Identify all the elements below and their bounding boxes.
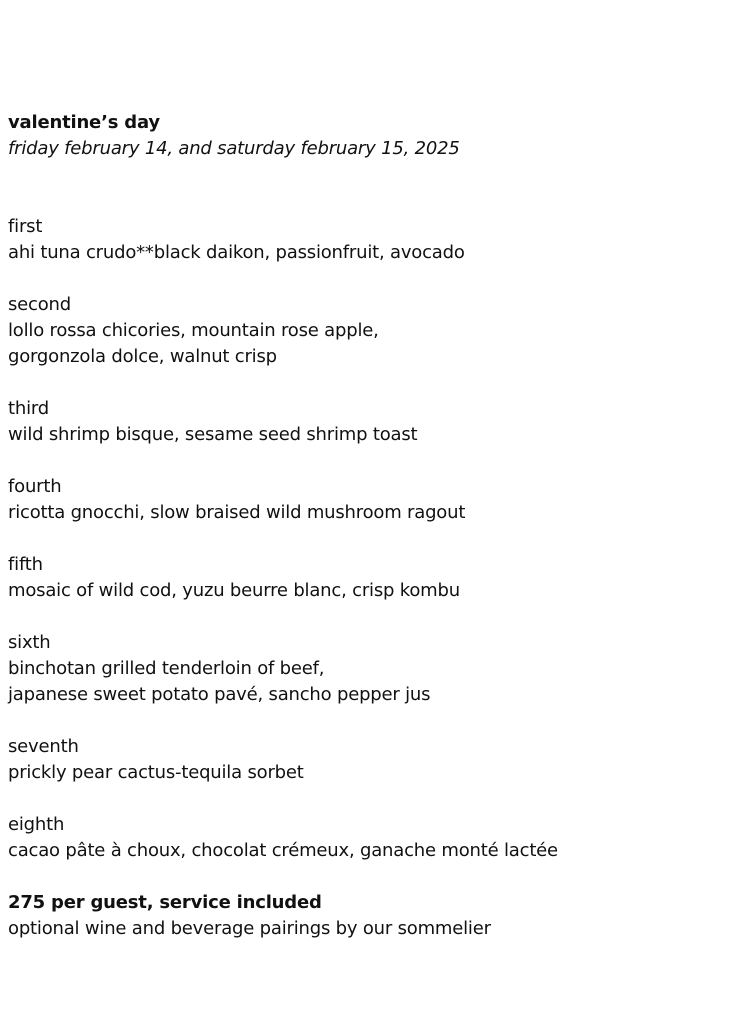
course-name: first (8, 216, 43, 237)
course-fourth (8, 474, 724, 526)
course-name: third (8, 398, 49, 419)
course-name: eighth (8, 814, 65, 835)
course-name: seventh (8, 736, 79, 757)
pairing-note: optional wine and beverage pairings by our sommelier (8, 918, 491, 939)
course-description: mosaic of wild cod, yuzu beurre blanc, crisp kombu (8, 580, 460, 601)
course-seventh (8, 734, 724, 786)
menu-dates: friday february 14, and saturday february 15, 2025 (8, 138, 460, 159)
course-description: gorgonzola dolce, walnut crisp (8, 346, 277, 367)
course-description: ricotta gnocchi, slow braised wild mushroom ragout (8, 502, 466, 523)
course-second (8, 292, 724, 370)
course-description: binchotan grilled tenderloin of beef, (8, 658, 325, 679)
course-description: lollo rossa chicories, mountain rose apple, (8, 320, 379, 341)
course-description: wild shrimp bisque, sesame seed shrimp toast (8, 424, 418, 445)
course-description: japanese sweet potato pavé, sancho pepper jus (8, 684, 431, 705)
course-sixth (8, 630, 724, 708)
course-eighth (8, 812, 724, 864)
course-name: fifth (8, 554, 43, 575)
price-line: 275 per guest, service included (8, 892, 322, 913)
course-description: prickly pear cactus-tequila sorbet (8, 762, 304, 783)
course-first (8, 214, 724, 266)
course-description: ahi tuna crudo**black daikon, passionfruit, avocado (8, 242, 465, 263)
course-name: fourth (8, 476, 62, 497)
course-name: second (8, 294, 71, 315)
menu-content (8, 110, 724, 942)
menu-title: valentine’s day (8, 112, 160, 133)
course-fifth (8, 552, 724, 604)
course-name: sixth (8, 632, 51, 653)
course-third (8, 396, 724, 448)
course-description: cacao pâte à choux, chocolat crémeux, ganache monté lactée (8, 840, 558, 861)
